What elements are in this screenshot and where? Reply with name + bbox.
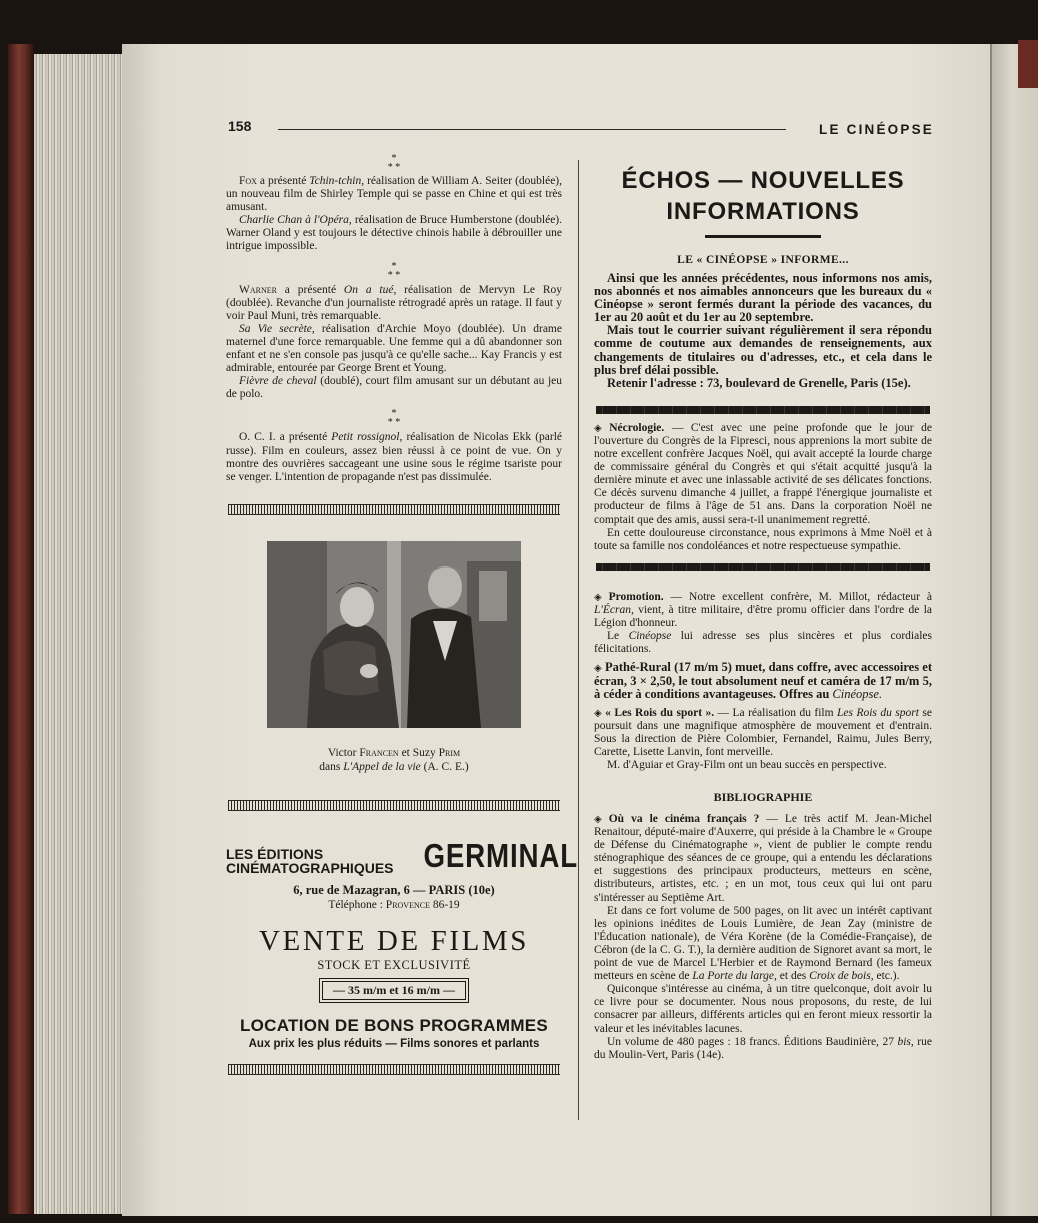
ad-film-sizes-box [226, 981, 562, 1000]
column-divider [578, 160, 579, 1120]
right-column [594, 165, 932, 1062]
bibliographie-heading: BIBLIOGRAPHIE [713, 790, 813, 804]
book-binding [8, 44, 34, 1214]
bibliographie-paragraph-2: Et dans ce fort volume de 500 pages, on lit avec un intérêt captivant les opinions inédites de Louis Lumière, de Jean Zay (ministre de l'Éducation nationale), de Véra Korène (de la Comédie-Française), de Cébron (de la C. G. T.), la dernière audition de Signoret avant sa mort, le point de vue de Marcel L'Herbier et de Raymond Bernard (les fameux metteurs en scène de La Porte du large, et des Croix de bois, etc.). [594, 904, 932, 983]
ornamental-rule [228, 504, 560, 515]
ad-location: LOCATION DE BONS PROGRAMMES [239, 1015, 549, 1035]
caption-line-2: dans L'Appel de la vie (A. C. E.) [319, 760, 469, 773]
diamond-icon: ◈ [594, 663, 602, 675]
ad-company-name: LES ÉDITIONS CINÉMATOGRAPHIQUES [226, 845, 394, 876]
journal-title: LE CINÉOPSE [819, 122, 934, 137]
asterism: * * * [387, 153, 401, 173]
heavy-rule [596, 406, 930, 414]
bibliographie-paragraph-1: ◈ Où va le cinéma français ? — Le très actif M. Jean-Michel Renaitour, député-maire d'Auxerre, qui préside à la Chambre le « Groupe de Défense du Cinématographe », vient de publier le compte rendu sténographique des séances de ce groupe, qui a entendu les déclarations et suggestions des principaux producteurs, metteurs en scène, distributeurs, artistes, etc. ; en un mot, tous ceux qui lui ont paru s'intéresser au Septième Art. [594, 813, 933, 904]
diamond-icon: ◈ [594, 591, 602, 603]
ad-brand-germinal: GERMINAL [422, 836, 578, 874]
warner-paragraph-1: Warner a présenté On a tué, réalisation de Mervyn Le Roy (doublée). Revanche d'un journaliste rétrogradé après un ratage. Il faut y voir Paul Muni, très remarquable. [226, 283, 563, 322]
informe-paragraph-3: Retenir l'adresse : 73, boulevard de Grenelle, Paris (15e). [607, 375, 911, 390]
facing-page-edge [990, 44, 1038, 1216]
asterism: * * * [387, 260, 401, 281]
oci-paragraph: O. C. I. a présenté Petit rossignol, réalisation de Nicolas Ekk (parlé russe). Film en couleurs, assez bien réussi à ce point de vue. On y montre des ouvrières saccageant une usine sous le régime tsariste pour se venger. L'intention de propagande n'est pas dissimulée. [226, 431, 563, 483]
page-number: 158 [228, 118, 252, 134]
promotion-paragraph-2: Le Cinéopse lui adresse ses plus sincères et plus cordiales félicitations. [594, 630, 932, 656]
diamond-icon: ◈ [594, 422, 602, 434]
informe-heading: LE « CINÉOPSE » INFORME... [677, 254, 849, 266]
necrologie-paragraph: ◈ Nécrologie. — C'est avec une peine profonde que le jour de l'ouverture du Congrès de la Fipresci, nous apprenions la mort subite de notre excellent confrère Jacques Noël, qui avait accepté la lourde charge de commissaire général du Congrès et qui s'était acquitté jusqu'à la dernière minute et avec une inlassable activité de ses délicates fonctions. Ce décès survenu dimanche 4 juillet, a frappé l'énergique journaliste et producteur de films à l'âge de 51 ans. Dans la corporation Noël ne comptait que des amis, aussi sera-t-il unanimement regretté. [594, 421, 933, 526]
germinal-advertisement [226, 836, 578, 1050]
informe-paragraph-1: Ainsi que les années précédentes, nous informons nos amis, nos abonnés et nos aimables annonceurs que les bureaux du « Cinéopse » seront fermés durant la période des vacances, du 1er au 20 août et du 1er au 20 septembre. [594, 271, 932, 325]
asterism: * * * [387, 408, 401, 429]
binding-corner [1018, 40, 1038, 88]
pathe-rural-notice: ◈ Pathé-Rural (17 m/m 5) muet, dans coffre, avec accessoires et écran, 3 × 2,50, le tout absolument neuf et caméra de 17 m/m 5, à céder à conditions avantageuses. Offres au Cinéopse. [594, 660, 933, 702]
page-edges [34, 54, 124, 1214]
ornamental-rule [228, 800, 560, 811]
bibliographie-paragraph-3: Quiconque s'intéresse au cinéma, à un titre quelconque, doit avoir lu ce livre pour se documenter. Nous nous proposons, du reste, de lui consacrer par ailleurs, différents articles qui en feront mieux ressortir la valeur et les inévitables lacunes. [594, 983, 932, 1035]
warner-paragraph-3: Fièvre de cheval (doublé), court film amusant sur un débutant au jeu de polo. [226, 375, 562, 401]
ad-tagline: Aux prix les plus réduits — Films sonores et parlants [248, 1037, 540, 1050]
ad-stock: STOCK ET EXCLUSIVITÉ [317, 957, 471, 972]
bibliographie-paragraph-4: Un volume de 480 pages : 18 francs. Éditions Baudinière, 27 bis, rue du Moulin-Vert, Paris (14e). [594, 1035, 932, 1061]
left-column [226, 152, 578, 1075]
ad-vente-de-films: VENTE DE FILMS [259, 924, 529, 957]
section-title: ÉCHOS — NOUVELLES INFORMATIONS [621, 167, 905, 225]
fox-paragraph-1: Fox a présenté Tchin-tchin, réalisation de William A. Seiter (doublée), un nouveau film de Shirley Temple qui se passe en Chine et qui est très amusant. [226, 175, 563, 214]
promotion-paragraph: ◈ Promotion. — Notre excellent confrère, M. Millot, rédacteur à L'Écran, vient, à titre militaire, d'être promu officier dans l'ordre de la Légion d'honneur. [594, 590, 932, 629]
ad-address: 6, rue de Mazagran, 6 — PARIS (10e) [293, 882, 495, 897]
photo-caption [226, 746, 562, 774]
necrologie-paragraph-2: En cette douloureuse circonstance, nous exprimons à Mme Noël et à toute sa famille nos condoléances et notre respectueuse sympathie. [594, 526, 932, 552]
header-rule [278, 129, 786, 130]
caption-line-1: Victor Francen et Suzy Prim [327, 746, 461, 759]
heavy-rule [596, 563, 930, 571]
ornamental-rule [228, 1064, 560, 1075]
diamond-icon: ◈ [594, 707, 602, 719]
warner-paragraph-2: Sa Vie secrète, réalisation d'Archie Moyo (doublée). Un drame maternel d'une force remarquable. Une femme qui a dû abandonner son enfant et ne s'en console pas jusqu'à ce qu'elle sache... Kay Francis y est admirable, entourée par George Brent et Young. [226, 322, 562, 375]
informe-paragraph-2: Mais tout le courrier suivant régulièrement il sera répondu comme de coutume aux demandes de renseignements, aux changements de titulaires ou d'adresses, etc., et cela dans le plus bref délai possible. [594, 323, 932, 377]
ad-phone: Téléphone : Provence 86-19 [328, 898, 460, 911]
photo-illustration [267, 541, 521, 728]
diamond-icon: ◈ [594, 814, 602, 825]
film-still-photo [267, 541, 521, 728]
rois-du-sport-paragraph: ◈ « Les Rois du sport ». — La réalisation du film Les Rois du sport se poursuit dans une magnifique atmosphère de mouvement et d'entrain. Sous la direction de Pière Colombier, Fernandel, Raimu, Jules Berry, Carette, Lisette Lanvin, font merveille. [594, 706, 932, 758]
rois-du-sport-paragraph-2: M. d'Aguiar et Gray-Film ont un beau succès en perspective. [607, 758, 887, 771]
fox-paragraph-2: Charlie Chan à l'Opéra, réalisation de Bruce Humberstone (doublée). Warner Oland y est toujours le détective chinois habile à débrouiller une intrigue impossible. [226, 214, 563, 253]
title-rule [705, 235, 821, 238]
ad-film-sizes: — 35 m/m et 16 m/m — [322, 981, 466, 1000]
